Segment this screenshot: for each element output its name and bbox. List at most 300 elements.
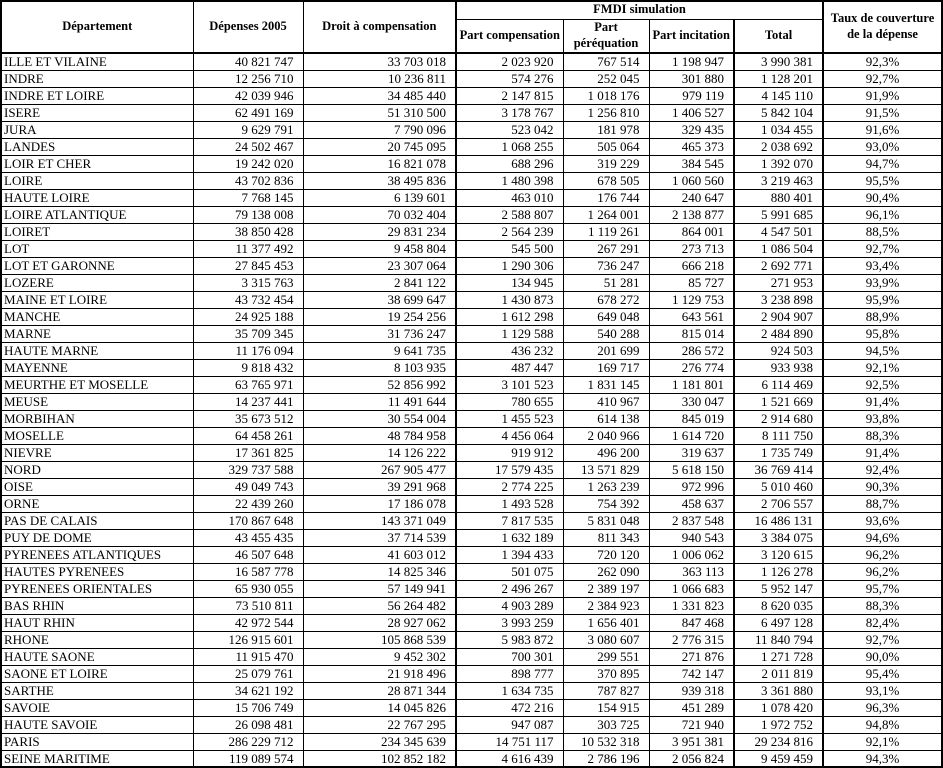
cell-part-compensation: 919 912 bbox=[456, 444, 563, 461]
cell-part-compensation: 898 777 bbox=[456, 665, 563, 682]
table-row bbox=[1, 614, 942, 631]
cell-total: 2 011 819 bbox=[734, 665, 823, 682]
cell-part-compensation: 2 496 267 bbox=[456, 580, 563, 597]
table-row bbox=[1, 342, 942, 359]
cell-depenses-2005: 12 256 710 bbox=[193, 70, 303, 87]
cell-part-perequation: 678 505 bbox=[563, 172, 649, 189]
cell-part-perequation: 540 288 bbox=[563, 325, 649, 342]
cell-department: PYRENEES ORIENTALES bbox=[1, 580, 193, 597]
cell-depenses-2005: 170 867 648 bbox=[193, 512, 303, 529]
cell-taux-de-couverture: 88,3% bbox=[823, 597, 942, 614]
cell-part-incitation: 1 614 720 bbox=[649, 427, 734, 444]
cell-part-perequation: 410 967 bbox=[563, 393, 649, 410]
cell-part-perequation: 1 018 176 bbox=[563, 87, 649, 104]
cell-department: SARTHE bbox=[1, 682, 193, 699]
cell-department: HAUT RHIN bbox=[1, 614, 193, 631]
cell-droit-a-compensation: 10 236 811 bbox=[303, 70, 456, 87]
cell-droit-a-compensation: 9 458 804 bbox=[303, 240, 456, 257]
cell-total: 1 126 278 bbox=[734, 563, 823, 580]
header-depenses-2005: Dépenses 2005 bbox=[193, 1, 303, 53]
cell-department: PAS DE CALAIS bbox=[1, 512, 193, 529]
table-row bbox=[1, 444, 942, 461]
header-taux-de-couverture: Taux de couverture de la dépense bbox=[823, 1, 942, 53]
cell-total: 3 361 880 bbox=[734, 682, 823, 699]
cell-taux-de-couverture: 91,9% bbox=[823, 87, 942, 104]
cell-total: 11 840 794 bbox=[734, 631, 823, 648]
cell-droit-a-compensation: 19 254 256 bbox=[303, 308, 456, 325]
cell-total: 1 521 669 bbox=[734, 393, 823, 410]
cell-total: 880 401 bbox=[734, 189, 823, 206]
cell-part-incitation: 643 561 bbox=[649, 308, 734, 325]
cell-part-incitation: 1 066 683 bbox=[649, 580, 734, 597]
cell-part-incitation: 276 774 bbox=[649, 359, 734, 376]
cell-part-incitation: 384 545 bbox=[649, 155, 734, 172]
cell-part-perequation: 10 532 318 bbox=[563, 733, 649, 750]
table-row bbox=[1, 189, 942, 206]
header-part-compensation: Part compensation bbox=[456, 19, 563, 53]
cell-taux-de-couverture: 95,4% bbox=[823, 665, 942, 682]
cell-droit-a-compensation: 22 767 295 bbox=[303, 716, 456, 733]
cell-taux-de-couverture: 88,9% bbox=[823, 308, 942, 325]
cell-part-perequation: 181 978 bbox=[563, 121, 649, 138]
table-row bbox=[1, 121, 942, 138]
cell-taux-de-couverture: 93,8% bbox=[823, 410, 942, 427]
cell-part-incitation: 742 147 bbox=[649, 665, 734, 682]
cell-part-compensation: 463 010 bbox=[456, 189, 563, 206]
cell-depenses-2005: 119 089 574 bbox=[193, 750, 303, 767]
cell-droit-a-compensation: 38 699 647 bbox=[303, 291, 456, 308]
cell-part-perequation: 176 744 bbox=[563, 189, 649, 206]
cell-total: 4 547 501 bbox=[734, 223, 823, 240]
table-row bbox=[1, 750, 942, 767]
table-row bbox=[1, 257, 942, 274]
cell-depenses-2005: 22 439 260 bbox=[193, 495, 303, 512]
cell-part-compensation: 947 087 bbox=[456, 716, 563, 733]
cell-part-compensation: 2 023 920 bbox=[456, 53, 563, 70]
cell-taux-de-couverture: 90,0% bbox=[823, 648, 942, 665]
cell-depenses-2005: 15 706 749 bbox=[193, 699, 303, 716]
cell-droit-a-compensation: 23 307 064 bbox=[303, 257, 456, 274]
cell-part-incitation: 940 543 bbox=[649, 529, 734, 546]
cell-depenses-2005: 63 765 971 bbox=[193, 376, 303, 393]
cell-droit-a-compensation: 38 495 836 bbox=[303, 172, 456, 189]
cell-total: 2 692 771 bbox=[734, 257, 823, 274]
cell-depenses-2005: 65 930 055 bbox=[193, 580, 303, 597]
cell-part-perequation: 319 229 bbox=[563, 155, 649, 172]
cell-department: HAUTE SAONE bbox=[1, 648, 193, 665]
cell-total: 3 990 381 bbox=[734, 53, 823, 70]
cell-total: 2 038 692 bbox=[734, 138, 823, 155]
cell-part-compensation: 2 564 239 bbox=[456, 223, 563, 240]
cell-department: HAUTE LOIRE bbox=[1, 189, 193, 206]
cell-part-compensation: 472 216 bbox=[456, 699, 563, 716]
cell-department: PUY DE DOME bbox=[1, 529, 193, 546]
cell-total: 1 086 504 bbox=[734, 240, 823, 257]
table-row bbox=[1, 665, 942, 682]
cell-department: MORBIHAN bbox=[1, 410, 193, 427]
cell-part-perequation: 2 389 197 bbox=[563, 580, 649, 597]
cell-department: HAUTES PYRENEES bbox=[1, 563, 193, 580]
cell-part-compensation: 1 455 523 bbox=[456, 410, 563, 427]
cell-department: LANDES bbox=[1, 138, 193, 155]
cell-total: 29 234 816 bbox=[734, 733, 823, 750]
cell-part-incitation: 273 713 bbox=[649, 240, 734, 257]
cell-part-compensation: 3 101 523 bbox=[456, 376, 563, 393]
cell-taux-de-couverture: 90,3% bbox=[823, 478, 942, 495]
cell-droit-a-compensation: 267 905 477 bbox=[303, 461, 456, 478]
cell-taux-de-couverture: 95,5% bbox=[823, 172, 942, 189]
table-row bbox=[1, 53, 942, 70]
cell-total: 3 219 463 bbox=[734, 172, 823, 189]
cell-total: 36 769 414 bbox=[734, 461, 823, 478]
table-row bbox=[1, 733, 942, 750]
cell-part-perequation: 1 119 261 bbox=[563, 223, 649, 240]
cell-part-perequation: 720 120 bbox=[563, 546, 649, 563]
cell-part-perequation: 678 272 bbox=[563, 291, 649, 308]
header-fmdi-simulation-group: FMDI simulation bbox=[456, 1, 823, 19]
header-part-incitation: Part incitation bbox=[649, 19, 734, 53]
cell-department: MARNE bbox=[1, 325, 193, 342]
cell-department: HAUTE SAVOIE bbox=[1, 716, 193, 733]
cell-part-incitation: 85 727 bbox=[649, 274, 734, 291]
header-droit-a-compensation: Droit à compensation bbox=[303, 1, 456, 53]
cell-part-perequation: 649 048 bbox=[563, 308, 649, 325]
cell-department: MAINE ET LOIRE bbox=[1, 291, 193, 308]
cell-department: MOSELLE bbox=[1, 427, 193, 444]
cell-part-perequation: 252 045 bbox=[563, 70, 649, 87]
cell-total: 5 991 685 bbox=[734, 206, 823, 223]
cell-depenses-2005: 42 039 946 bbox=[193, 87, 303, 104]
cell-droit-a-compensation: 2 841 122 bbox=[303, 274, 456, 291]
cell-department: MAYENNE bbox=[1, 359, 193, 376]
cell-depenses-2005: 40 821 747 bbox=[193, 53, 303, 70]
cell-part-compensation: 436 232 bbox=[456, 342, 563, 359]
cell-department: LOIRET bbox=[1, 223, 193, 240]
cell-department: LOIR ET CHER bbox=[1, 155, 193, 172]
cell-taux-de-couverture: 82,4% bbox=[823, 614, 942, 631]
table-row bbox=[1, 512, 942, 529]
cell-total: 5 010 460 bbox=[734, 478, 823, 495]
cell-department: LOZERE bbox=[1, 274, 193, 291]
table-row bbox=[1, 631, 942, 648]
cell-part-perequation: 614 138 bbox=[563, 410, 649, 427]
cell-part-incitation: 1 060 560 bbox=[649, 172, 734, 189]
cell-total: 8 620 035 bbox=[734, 597, 823, 614]
cell-taux-de-couverture: 88,5% bbox=[823, 223, 942, 240]
cell-droit-a-compensation: 14 045 826 bbox=[303, 699, 456, 716]
cell-taux-de-couverture: 94,7% bbox=[823, 155, 942, 172]
header-department: Département bbox=[1, 1, 193, 53]
cell-part-incitation: 5 618 150 bbox=[649, 461, 734, 478]
cell-part-perequation: 496 200 bbox=[563, 444, 649, 461]
cell-department: HAUTE MARNE bbox=[1, 342, 193, 359]
cell-part-incitation: 815 014 bbox=[649, 325, 734, 342]
cell-taux-de-couverture: 93,0% bbox=[823, 138, 942, 155]
cell-droit-a-compensation: 14 126 222 bbox=[303, 444, 456, 461]
table-row bbox=[1, 648, 942, 665]
cell-depenses-2005: 7 768 145 bbox=[193, 189, 303, 206]
cell-total: 2 706 557 bbox=[734, 495, 823, 512]
cell-department: SAONE ET LOIRE bbox=[1, 665, 193, 682]
cell-depenses-2005: 24 925 188 bbox=[193, 308, 303, 325]
cell-part-compensation: 1 394 433 bbox=[456, 546, 563, 563]
cell-taux-de-couverture: 93,6% bbox=[823, 512, 942, 529]
cell-part-perequation: 736 247 bbox=[563, 257, 649, 274]
cell-part-compensation: 4 903 289 bbox=[456, 597, 563, 614]
cell-total: 3 384 075 bbox=[734, 529, 823, 546]
cell-taux-de-couverture: 96,2% bbox=[823, 546, 942, 563]
cell-taux-de-couverture: 92,7% bbox=[823, 240, 942, 257]
cell-part-perequation: 5 831 048 bbox=[563, 512, 649, 529]
cell-total: 2 914 680 bbox=[734, 410, 823, 427]
cell-part-perequation: 201 699 bbox=[563, 342, 649, 359]
cell-part-compensation: 1 612 298 bbox=[456, 308, 563, 325]
cell-part-incitation: 1 181 801 bbox=[649, 376, 734, 393]
cell-depenses-2005: 9 818 432 bbox=[193, 359, 303, 376]
cell-part-perequation: 767 514 bbox=[563, 53, 649, 70]
cell-droit-a-compensation: 70 032 404 bbox=[303, 206, 456, 223]
cell-depenses-2005: 11 377 492 bbox=[193, 240, 303, 257]
cell-total: 1 735 749 bbox=[734, 444, 823, 461]
cell-part-perequation: 505 064 bbox=[563, 138, 649, 155]
cell-part-incitation: 845 019 bbox=[649, 410, 734, 427]
cell-total: 1 972 752 bbox=[734, 716, 823, 733]
cell-department: BAS RHIN bbox=[1, 597, 193, 614]
cell-department: MANCHE bbox=[1, 308, 193, 325]
table-row bbox=[1, 546, 942, 563]
table-row bbox=[1, 563, 942, 580]
cell-part-incitation: 363 113 bbox=[649, 563, 734, 580]
cell-droit-a-compensation: 39 291 968 bbox=[303, 478, 456, 495]
table-row bbox=[1, 427, 942, 444]
cell-droit-a-compensation: 30 554 004 bbox=[303, 410, 456, 427]
cell-part-compensation: 688 296 bbox=[456, 155, 563, 172]
cell-taux-de-couverture: 92,7% bbox=[823, 70, 942, 87]
cell-depenses-2005: 79 138 008 bbox=[193, 206, 303, 223]
cell-taux-de-couverture: 91,5% bbox=[823, 104, 942, 121]
cell-droit-a-compensation: 105 868 539 bbox=[303, 631, 456, 648]
cell-part-perequation: 1 256 810 bbox=[563, 104, 649, 121]
cell-total: 2 904 907 bbox=[734, 308, 823, 325]
cell-part-incitation: 847 468 bbox=[649, 614, 734, 631]
table-row bbox=[1, 410, 942, 427]
cell-department: SAVOIE bbox=[1, 699, 193, 716]
cell-taux-de-couverture: 92,5% bbox=[823, 376, 942, 393]
cell-part-compensation: 7 817 535 bbox=[456, 512, 563, 529]
cell-droit-a-compensation: 6 139 601 bbox=[303, 189, 456, 206]
cell-total: 9 459 459 bbox=[734, 750, 823, 767]
table-row bbox=[1, 529, 942, 546]
table-header bbox=[1, 1, 942, 53]
cell-part-perequation: 370 895 bbox=[563, 665, 649, 682]
table-row bbox=[1, 291, 942, 308]
cell-department: JURA bbox=[1, 121, 193, 138]
cell-part-compensation: 3 178 767 bbox=[456, 104, 563, 121]
cell-department: RHONE bbox=[1, 631, 193, 648]
cell-part-incitation: 721 940 bbox=[649, 716, 734, 733]
cell-depenses-2005: 43 455 435 bbox=[193, 529, 303, 546]
cell-taux-de-couverture: 91,4% bbox=[823, 444, 942, 461]
cell-part-compensation: 574 276 bbox=[456, 70, 563, 87]
cell-droit-a-compensation: 7 790 096 bbox=[303, 121, 456, 138]
cell-part-perequation: 267 291 bbox=[563, 240, 649, 257]
cell-part-compensation: 3 993 259 bbox=[456, 614, 563, 631]
cell-droit-a-compensation: 14 825 346 bbox=[303, 563, 456, 580]
cell-depenses-2005: 34 621 192 bbox=[193, 682, 303, 699]
cell-depenses-2005: 64 458 261 bbox=[193, 427, 303, 444]
cell-part-incitation: 2 138 877 bbox=[649, 206, 734, 223]
cell-part-compensation: 4 616 439 bbox=[456, 750, 563, 767]
cell-part-compensation: 4 456 064 bbox=[456, 427, 563, 444]
cell-part-compensation: 1 290 306 bbox=[456, 257, 563, 274]
table-row bbox=[1, 682, 942, 699]
cell-taux-de-couverture: 92,4% bbox=[823, 461, 942, 478]
cell-part-incitation: 2 056 824 bbox=[649, 750, 734, 767]
cell-droit-a-compensation: 11 491 644 bbox=[303, 393, 456, 410]
cell-total: 1 034 455 bbox=[734, 121, 823, 138]
cell-droit-a-compensation: 17 186 078 bbox=[303, 495, 456, 512]
cell-total: 5 952 147 bbox=[734, 580, 823, 597]
cell-part-compensation: 1 129 588 bbox=[456, 325, 563, 342]
cell-taux-de-couverture: 94,6% bbox=[823, 529, 942, 546]
cell-taux-de-couverture: 94,3% bbox=[823, 750, 942, 767]
cell-department: ORNE bbox=[1, 495, 193, 512]
cell-part-compensation: 1 634 735 bbox=[456, 682, 563, 699]
cell-part-incitation: 666 218 bbox=[649, 257, 734, 274]
cell-part-perequation: 169 717 bbox=[563, 359, 649, 376]
cell-part-incitation: 972 996 bbox=[649, 478, 734, 495]
cell-droit-a-compensation: 8 103 935 bbox=[303, 359, 456, 376]
cell-taux-de-couverture: 88,3% bbox=[823, 427, 942, 444]
cell-part-incitation: 864 001 bbox=[649, 223, 734, 240]
cell-part-incitation: 979 119 bbox=[649, 87, 734, 104]
table-row bbox=[1, 308, 942, 325]
cell-part-compensation: 1 068 255 bbox=[456, 138, 563, 155]
cell-part-incitation: 458 637 bbox=[649, 495, 734, 512]
cell-department: PYRENEES ATLANTIQUES bbox=[1, 546, 193, 563]
cell-depenses-2005: 35 673 512 bbox=[193, 410, 303, 427]
cell-total: 1 128 201 bbox=[734, 70, 823, 87]
cell-total: 1 392 070 bbox=[734, 155, 823, 172]
cell-part-compensation: 2 774 225 bbox=[456, 478, 563, 495]
cell-part-incitation: 465 373 bbox=[649, 138, 734, 155]
cell-part-compensation: 2 147 815 bbox=[456, 87, 563, 104]
cell-taux-de-couverture: 92,1% bbox=[823, 359, 942, 376]
cell-taux-de-couverture: 90,4% bbox=[823, 189, 942, 206]
cell-part-perequation: 2 040 966 bbox=[563, 427, 649, 444]
cell-department: MEURTHE ET MOSELLE bbox=[1, 376, 193, 393]
cell-depenses-2005: 26 098 481 bbox=[193, 716, 303, 733]
cell-part-incitation: 939 318 bbox=[649, 682, 734, 699]
cell-part-perequation: 299 551 bbox=[563, 648, 649, 665]
cell-droit-a-compensation: 37 714 539 bbox=[303, 529, 456, 546]
cell-total: 6 114 469 bbox=[734, 376, 823, 393]
cell-taux-de-couverture: 95,7% bbox=[823, 580, 942, 597]
cell-part-perequation: 811 343 bbox=[563, 529, 649, 546]
cell-part-perequation: 303 725 bbox=[563, 716, 649, 733]
cell-department: LOIRE bbox=[1, 172, 193, 189]
table-row bbox=[1, 478, 942, 495]
table-row bbox=[1, 580, 942, 597]
cell-droit-a-compensation: 20 745 095 bbox=[303, 138, 456, 155]
cell-part-perequation: 154 915 bbox=[563, 699, 649, 716]
cell-depenses-2005: 35 709 345 bbox=[193, 325, 303, 342]
cell-part-incitation: 1 129 753 bbox=[649, 291, 734, 308]
cell-depenses-2005: 43 732 454 bbox=[193, 291, 303, 308]
cell-droit-a-compensation: 33 703 018 bbox=[303, 53, 456, 70]
table-row bbox=[1, 206, 942, 223]
cell-droit-a-compensation: 9 452 302 bbox=[303, 648, 456, 665]
cell-part-incitation: 286 572 bbox=[649, 342, 734, 359]
cell-department: NORD bbox=[1, 461, 193, 478]
cell-part-compensation: 545 500 bbox=[456, 240, 563, 257]
cell-taux-de-couverture: 91,6% bbox=[823, 121, 942, 138]
cell-taux-de-couverture: 96,1% bbox=[823, 206, 942, 223]
cell-department: OISE bbox=[1, 478, 193, 495]
cell-taux-de-couverture: 92,3% bbox=[823, 53, 942, 70]
table-row bbox=[1, 70, 942, 87]
cell-total: 8 111 750 bbox=[734, 427, 823, 444]
cell-part-incitation: 240 647 bbox=[649, 189, 734, 206]
table-row bbox=[1, 597, 942, 614]
cell-part-compensation: 501 075 bbox=[456, 563, 563, 580]
cell-part-compensation: 14 751 117 bbox=[456, 733, 563, 750]
cell-part-perequation: 13 571 829 bbox=[563, 461, 649, 478]
cell-taux-de-couverture: 93,9% bbox=[823, 274, 942, 291]
cell-total: 924 503 bbox=[734, 342, 823, 359]
cell-total: 1 271 728 bbox=[734, 648, 823, 665]
cell-depenses-2005: 126 915 601 bbox=[193, 631, 303, 648]
cell-part-compensation: 1 632 189 bbox=[456, 529, 563, 546]
cell-part-compensation: 487 447 bbox=[456, 359, 563, 376]
cell-taux-de-couverture: 94,5% bbox=[823, 342, 942, 359]
cell-part-incitation: 1 331 823 bbox=[649, 597, 734, 614]
cell-part-compensation: 1 493 528 bbox=[456, 495, 563, 512]
cell-depenses-2005: 329 737 588 bbox=[193, 461, 303, 478]
cell-part-incitation: 3 951 381 bbox=[649, 733, 734, 750]
cell-part-incitation: 301 880 bbox=[649, 70, 734, 87]
cell-depenses-2005: 24 502 467 bbox=[193, 138, 303, 155]
cell-part-compensation: 17 579 435 bbox=[456, 461, 563, 478]
cell-total: 271 953 bbox=[734, 274, 823, 291]
cell-droit-a-compensation: 234 345 639 bbox=[303, 733, 456, 750]
cell-depenses-2005: 286 229 712 bbox=[193, 733, 303, 750]
table-row bbox=[1, 172, 942, 189]
cell-part-incitation: 451 289 bbox=[649, 699, 734, 716]
cell-taux-de-couverture: 93,1% bbox=[823, 682, 942, 699]
cell-depenses-2005: 11 915 470 bbox=[193, 648, 303, 665]
cell-taux-de-couverture: 95,9% bbox=[823, 291, 942, 308]
cell-department: ILLE ET VILAINE bbox=[1, 53, 193, 70]
header-group-row bbox=[1, 1, 942, 19]
cell-total: 5 842 104 bbox=[734, 104, 823, 121]
cell-total: 16 486 131 bbox=[734, 512, 823, 529]
cell-part-compensation: 134 945 bbox=[456, 274, 563, 291]
cell-depenses-2005: 25 079 761 bbox=[193, 665, 303, 682]
cell-part-perequation: 1 263 239 bbox=[563, 478, 649, 495]
cell-droit-a-compensation: 28 871 344 bbox=[303, 682, 456, 699]
cell-taux-de-couverture: 96,3% bbox=[823, 699, 942, 716]
cell-part-compensation: 2 588 807 bbox=[456, 206, 563, 223]
table-row bbox=[1, 461, 942, 478]
cell-depenses-2005: 38 850 428 bbox=[193, 223, 303, 240]
cell-taux-de-couverture: 93,4% bbox=[823, 257, 942, 274]
cell-part-incitation: 1 406 527 bbox=[649, 104, 734, 121]
cell-droit-a-compensation: 29 831 234 bbox=[303, 223, 456, 240]
cell-part-incitation: 1 006 062 bbox=[649, 546, 734, 563]
table-row bbox=[1, 699, 942, 716]
cell-total: 933 938 bbox=[734, 359, 823, 376]
